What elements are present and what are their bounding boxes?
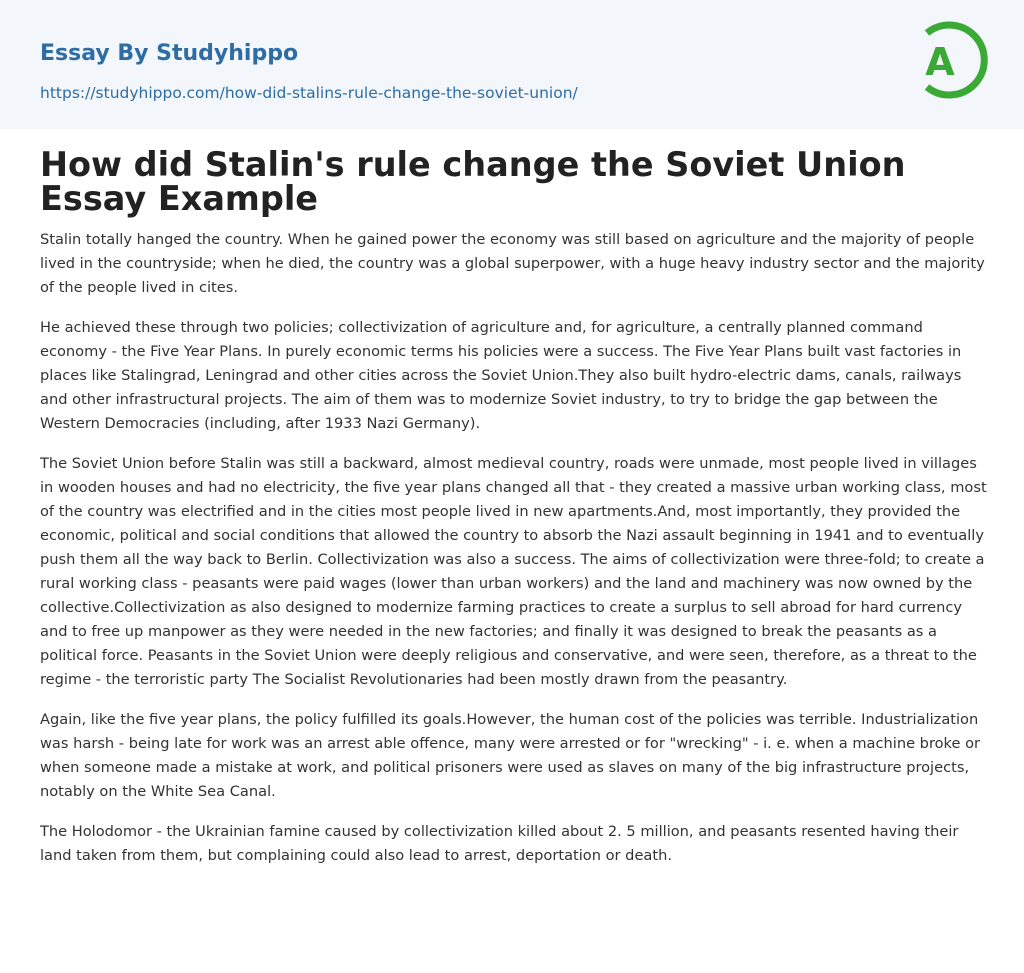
paragraph: The Soviet Union before Stalin was still a backward, almost medieval country, roads were unmade, most people lived in villages in wooden houses and had no electricity, the five year plans changed all that - they created a massive urban working class, most of the country was electrified and in the cities most people lived in new apartments.And, most importantly, they provided the economic, political and social conditions that allowed the country to absorb the Nazi assault beginning in 1941 and to eventually push them all the way back to Berlin. Collectivization was also a success. The aims of collectivization were three-fold; to create a rural working class - peasants were paid wages (lower than urban workers) and the land and machinery was now owned by the collective.Collectivization as also designed to modernize farming practices to create a surplus to sell abroad for hard currency and to free up manpower as they were needed in the new factories; and finally it was designed to break the peasants as a political force. Peasants in the Soviet Union were deeply religious and conservative, and were seen, therefore, as a threat to the regime - the terroristic party The Socialist Revolutionaries had been mostly drawn from the peasantry. <box>40 455 987 688</box>
site-header <box>0 0 1024 129</box>
article-body <box>40 228 988 884</box>
paragraph: Stalin totally hanged the country. When he gained power the economy was still based on agriculture and the majority of people lived in the countryside; when he died, the country was a global superpower, with a huge heavy industry sector and the majority of the people lived in cites. <box>40 231 985 296</box>
brand-title[interactable]: Essay By Studyhippo <box>40 41 299 66</box>
paragraph: He achieved these through two policies; collectivization of agriculture and, for agriculture, a centrally planned command economy - the Five Year Plans. In purely economic terms his policies were a success. The Five Year Plans built vast factories in places like Stalingrad, Leningrad and other cities across the Soviet Union.They also built hydro-electric dams, canals, railways and other infrastructural projects. The aim of them was to modernize Soviet industry, to try to bridge the gap between the Western Democracies (including, after 1933 Nazi Germany). <box>40 319 962 432</box>
source-url-link[interactable]: https://studyhippo.com/how-did-stalins-rule-change-the-soviet-union/ <box>40 84 578 102</box>
paragraph: Again, like the five year plans, the policy fulfilled its goals.However, the human cost of the policies was terrible. Industrialization was harsh - being late for work was an arrest able offence, many were arrested or for "wrecking" - i. e. when a machine broke or when someone made a mistake at work, and political prisoners were used as slaves on many of the big infrastructure projects, notably on the White Sea Canal. <box>40 711 981 800</box>
page-title: How did Stalin's rule change the Soviet Union Essay Example <box>40 145 906 218</box>
studyhippo-logo-icon[interactable] <box>911 18 989 106</box>
logo-letter: A <box>925 40 955 84</box>
paragraph: The Holodomor - the Ukrainian famine caused by collectivization killed about 2. 5 million, and peasants resented having their land taken from them, but complaining could also lead to arrest, deportation or death. <box>40 823 959 864</box>
